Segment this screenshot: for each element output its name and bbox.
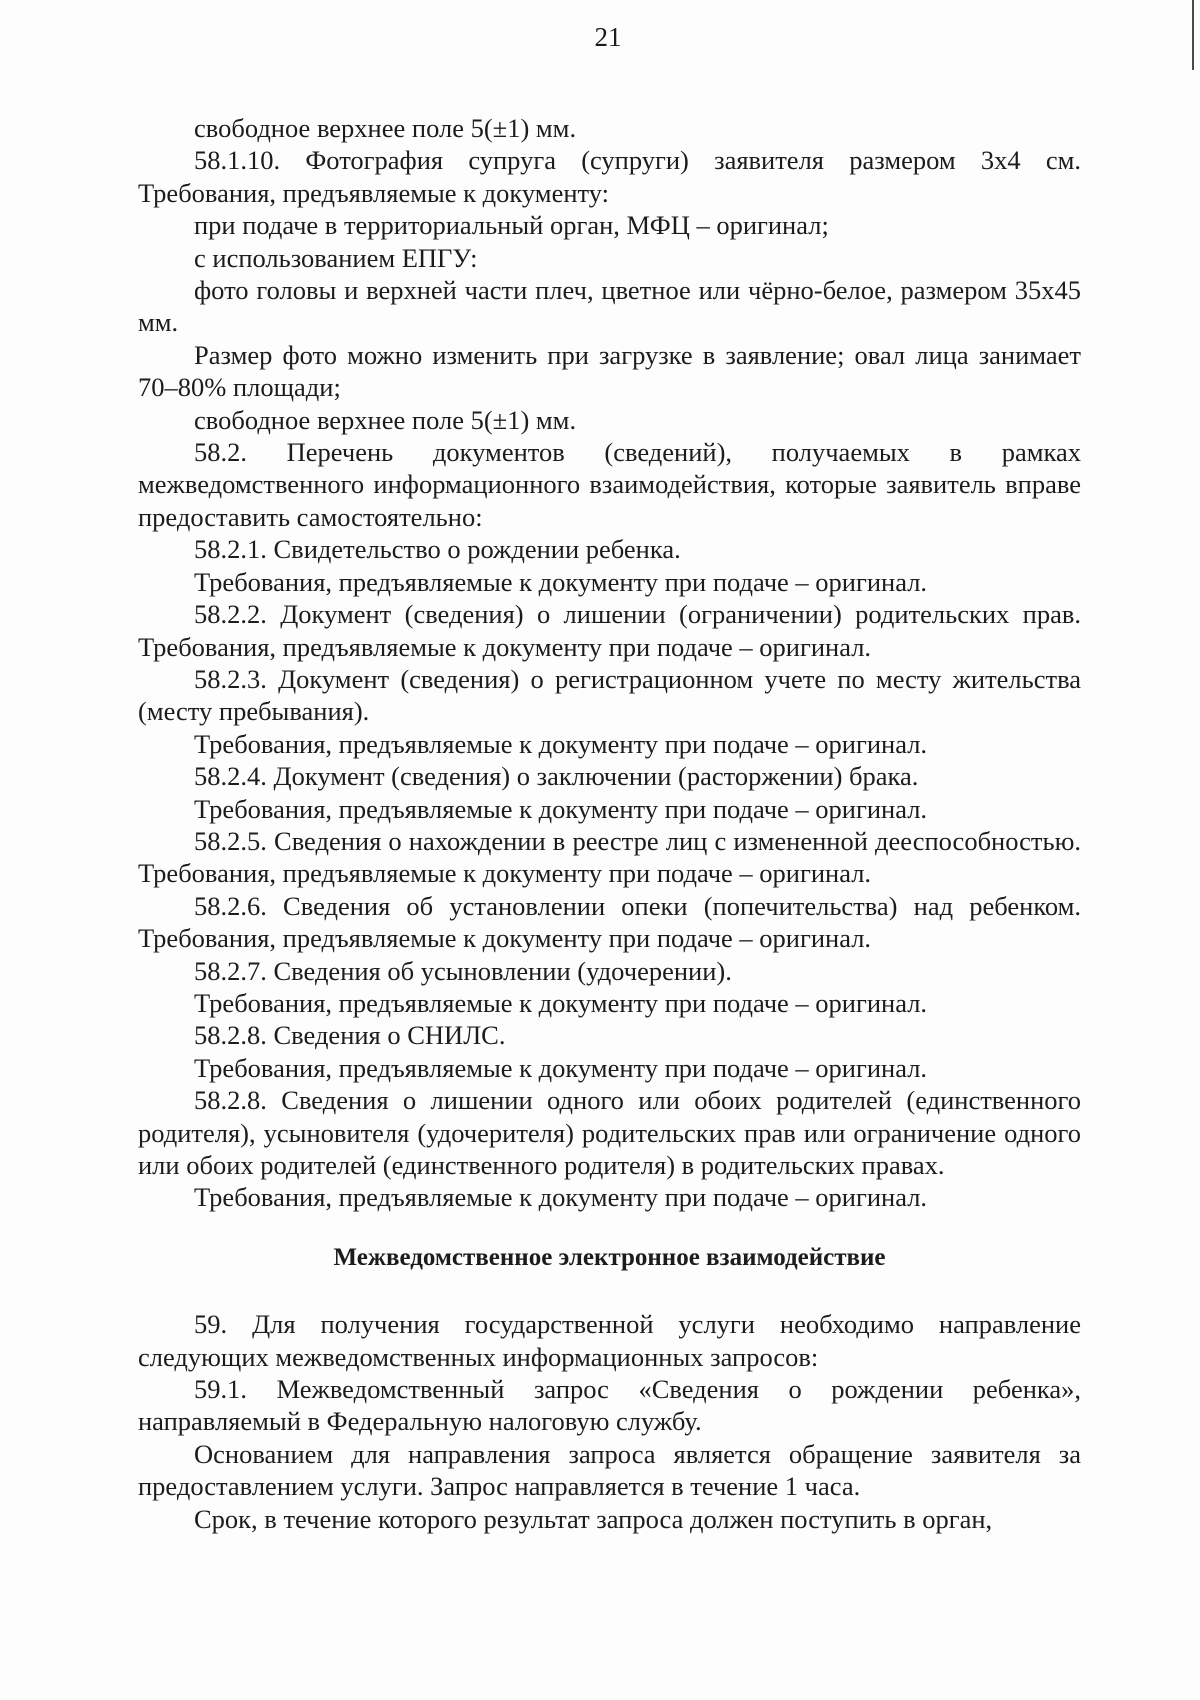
section-heading: Межведомственное электронное взаимодействие xyxy=(333,1243,886,1271)
paragraph: 58.2.6. Сведения об установлении опеки (попечительства) над ребенком. Требования, предъявляемые к документу при подаче – оригинал. xyxy=(138,890,1081,954)
paragraph: 58.2.8. Сведения о лишении одного или обоих родителей (единственного родителя), усыновителя (удочерителя) родительских прав или ограничение одного или обоих родителей (единственного родителя) в родительских правах. xyxy=(138,1085,1081,1180)
paragraph: 58.2.4. Документ (сведения) о заключении (расторжении) брака. xyxy=(194,761,919,792)
paragraph: свободное верхнее поле 5(±1) мм. xyxy=(194,113,577,143)
paragraph: при подаче в территориальный орган, МФЦ – оригинал; xyxy=(194,210,829,241)
paragraph: 58.2.3. Документ (сведения) о регистрационном учете по месту жительства (месту пребывания). xyxy=(138,663,1081,727)
page-number: 21 xyxy=(594,22,622,52)
paragraph: 58.1.10. Фотография супруга (супруги) заявителя размером 3х4 см. Требования, предъявляемые к документу: xyxy=(138,145,1081,208)
paragraph: Требования, предъявляемые к документу при подаче – оригинал. xyxy=(194,728,928,759)
paragraph: 59. Для получения государственной услуги необходимо направление следующих межведомственных информационных запросов: xyxy=(138,1309,1081,1372)
paragraph: 58.2.1. Свидетельство о рождении ребенка. xyxy=(194,534,681,565)
paragraph: Требования, предъявляемые к документу при подаче – оригинал. xyxy=(194,987,928,1018)
paragraph: 58.2.5. Сведения о нахождении в реестре лиц с измененной дееспособностью. Требования, предъявляемые к документу при подаче – оригинал. xyxy=(138,825,1081,889)
document-body xyxy=(138,112,1081,1535)
paragraph: с использованием ЕПГУ: xyxy=(194,242,478,273)
paragraph: Требования, предъявляемые к документу при подаче – оригинал. xyxy=(194,566,928,597)
paragraph: 58.2. Перечень документов (сведений), получаемых в рамках межведомственного информационного взаимодействия, которые заявитель вправе предоставить самостоятельно: xyxy=(138,437,1081,532)
paragraph: фото головы и верхней части плеч, цветное или чёрно-белое, размером 35х45 мм. xyxy=(138,275,1081,338)
paragraph: 59.1. Межведомственный запрос «Сведения о рождении ребенка», направляемый в Федеральную налоговую службу. xyxy=(138,1374,1081,1437)
paragraph: 58.2.7. Сведения об усыновлении (удочерении). xyxy=(194,955,732,986)
paragraph: Требования, предъявляемые к документу при подаче – оригинал. xyxy=(194,1052,928,1083)
paragraph: свободное верхнее поле 5(±1) мм. xyxy=(194,404,577,435)
paragraph: 58.2.2. Документ (сведения) о лишении (ограничении) родительских прав. Требования, предъявляемые к документу при подаче – оригинал. xyxy=(138,599,1081,662)
paragraph: Требования, предъявляемые к документу при подаче – оригинал. xyxy=(194,793,928,824)
paragraph: Требования, предъявляемые к документу при подаче – оригинал. xyxy=(194,1182,928,1213)
paragraph: Основанием для направления запроса является обращение заявителя за предоставлением услуги. Запрос направляется в течение 1 часа. xyxy=(138,1438,1081,1502)
paragraph: 58.2.8. Сведения о СНИЛС. xyxy=(194,1020,506,1051)
paragraph: Срок, в течение которого результат запроса должен поступить в орган, xyxy=(194,1503,993,1534)
paragraph: Размер фото можно изменить при загрузке в заявление; овал лица занимает 70–80% площади; xyxy=(138,339,1081,403)
